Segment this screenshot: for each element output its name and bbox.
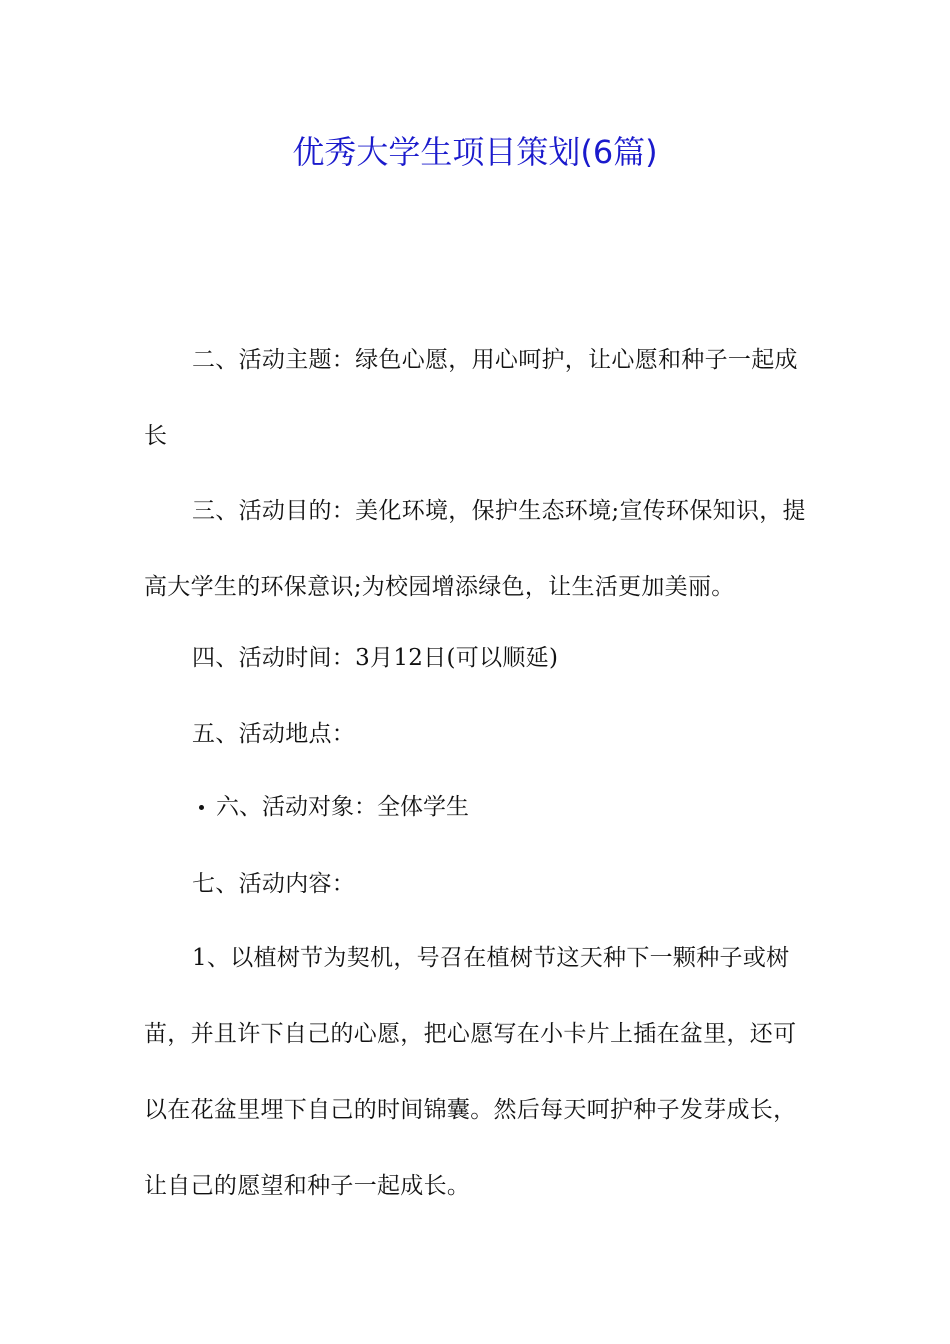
- paragraph-time: 四、活动时间：3月12日(可以顺延): [192, 645, 559, 671]
- paragraph-location: 五、活动地点：: [192, 721, 356, 747]
- document-title: 优秀大学生项目策划(6篇): [292, 133, 658, 171]
- paragraph-audience: [192, 789, 469, 825]
- bullet-icon: [199, 805, 204, 810]
- paragraph-theme: 二、活动主题：绿色心愿，用心呵护，让心愿和种子一起成长: [144, 347, 798, 449]
- paragraph-purpose: 三、活动目的：美化环境，保护生态环境;宣传环保知识，提高大学生的环保意识;为校园增添绿色，让生活更加美丽。: [144, 498, 806, 600]
- paragraph-content-heading: 七、活动内容：: [192, 871, 356, 897]
- paragraph-content-item-1: 1、以植树节为契机，号召在植树节这天种下一颗种子或树苗，并且许下自己的心愿，把心愿写在小卡片上插在盆里，还可以在花盆里埋下自己的时间锦囊。然后每天呵护种子发芽成长，让自己的愿望和种子一起成长。: [144, 945, 797, 1199]
- paragraph-audience-text: 六、活动对象：全体学生: [216, 794, 469, 820]
